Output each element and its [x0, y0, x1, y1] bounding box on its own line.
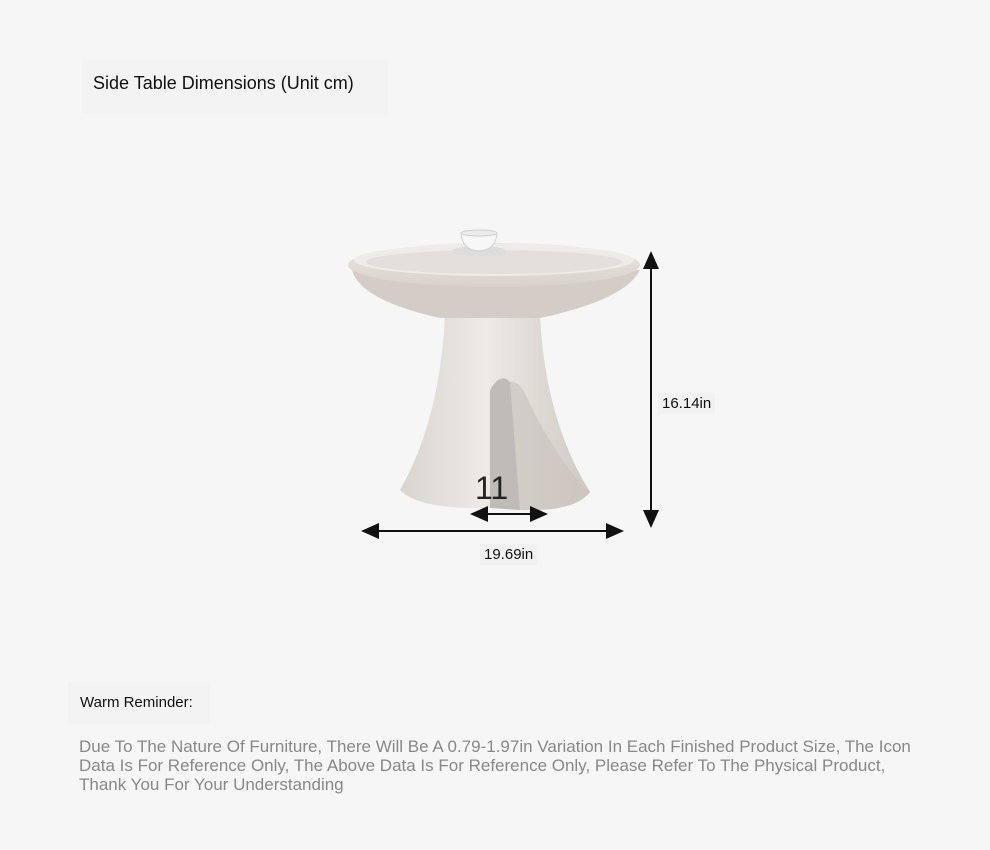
width-label: 19.69in	[480, 544, 537, 565]
cup-icon	[452, 230, 506, 256]
reminder-title: Warm Reminder:	[80, 694, 193, 711]
page-title: Side Table Dimensions (Unit cm)	[93, 73, 354, 93]
base-gap-label: 11	[475, 470, 509, 506]
reminder-body: Due To The Nature Of Furniture, There Will Be A 0.79-1.97in Variation In Each Finished Product Size, The Icon Data Is For Reference Only, The Above Data Is For Reference Only, Please Refer To The Physical Product, Thank You For Your Understanding	[79, 737, 911, 794]
height-label: 16.14in	[658, 393, 715, 414]
